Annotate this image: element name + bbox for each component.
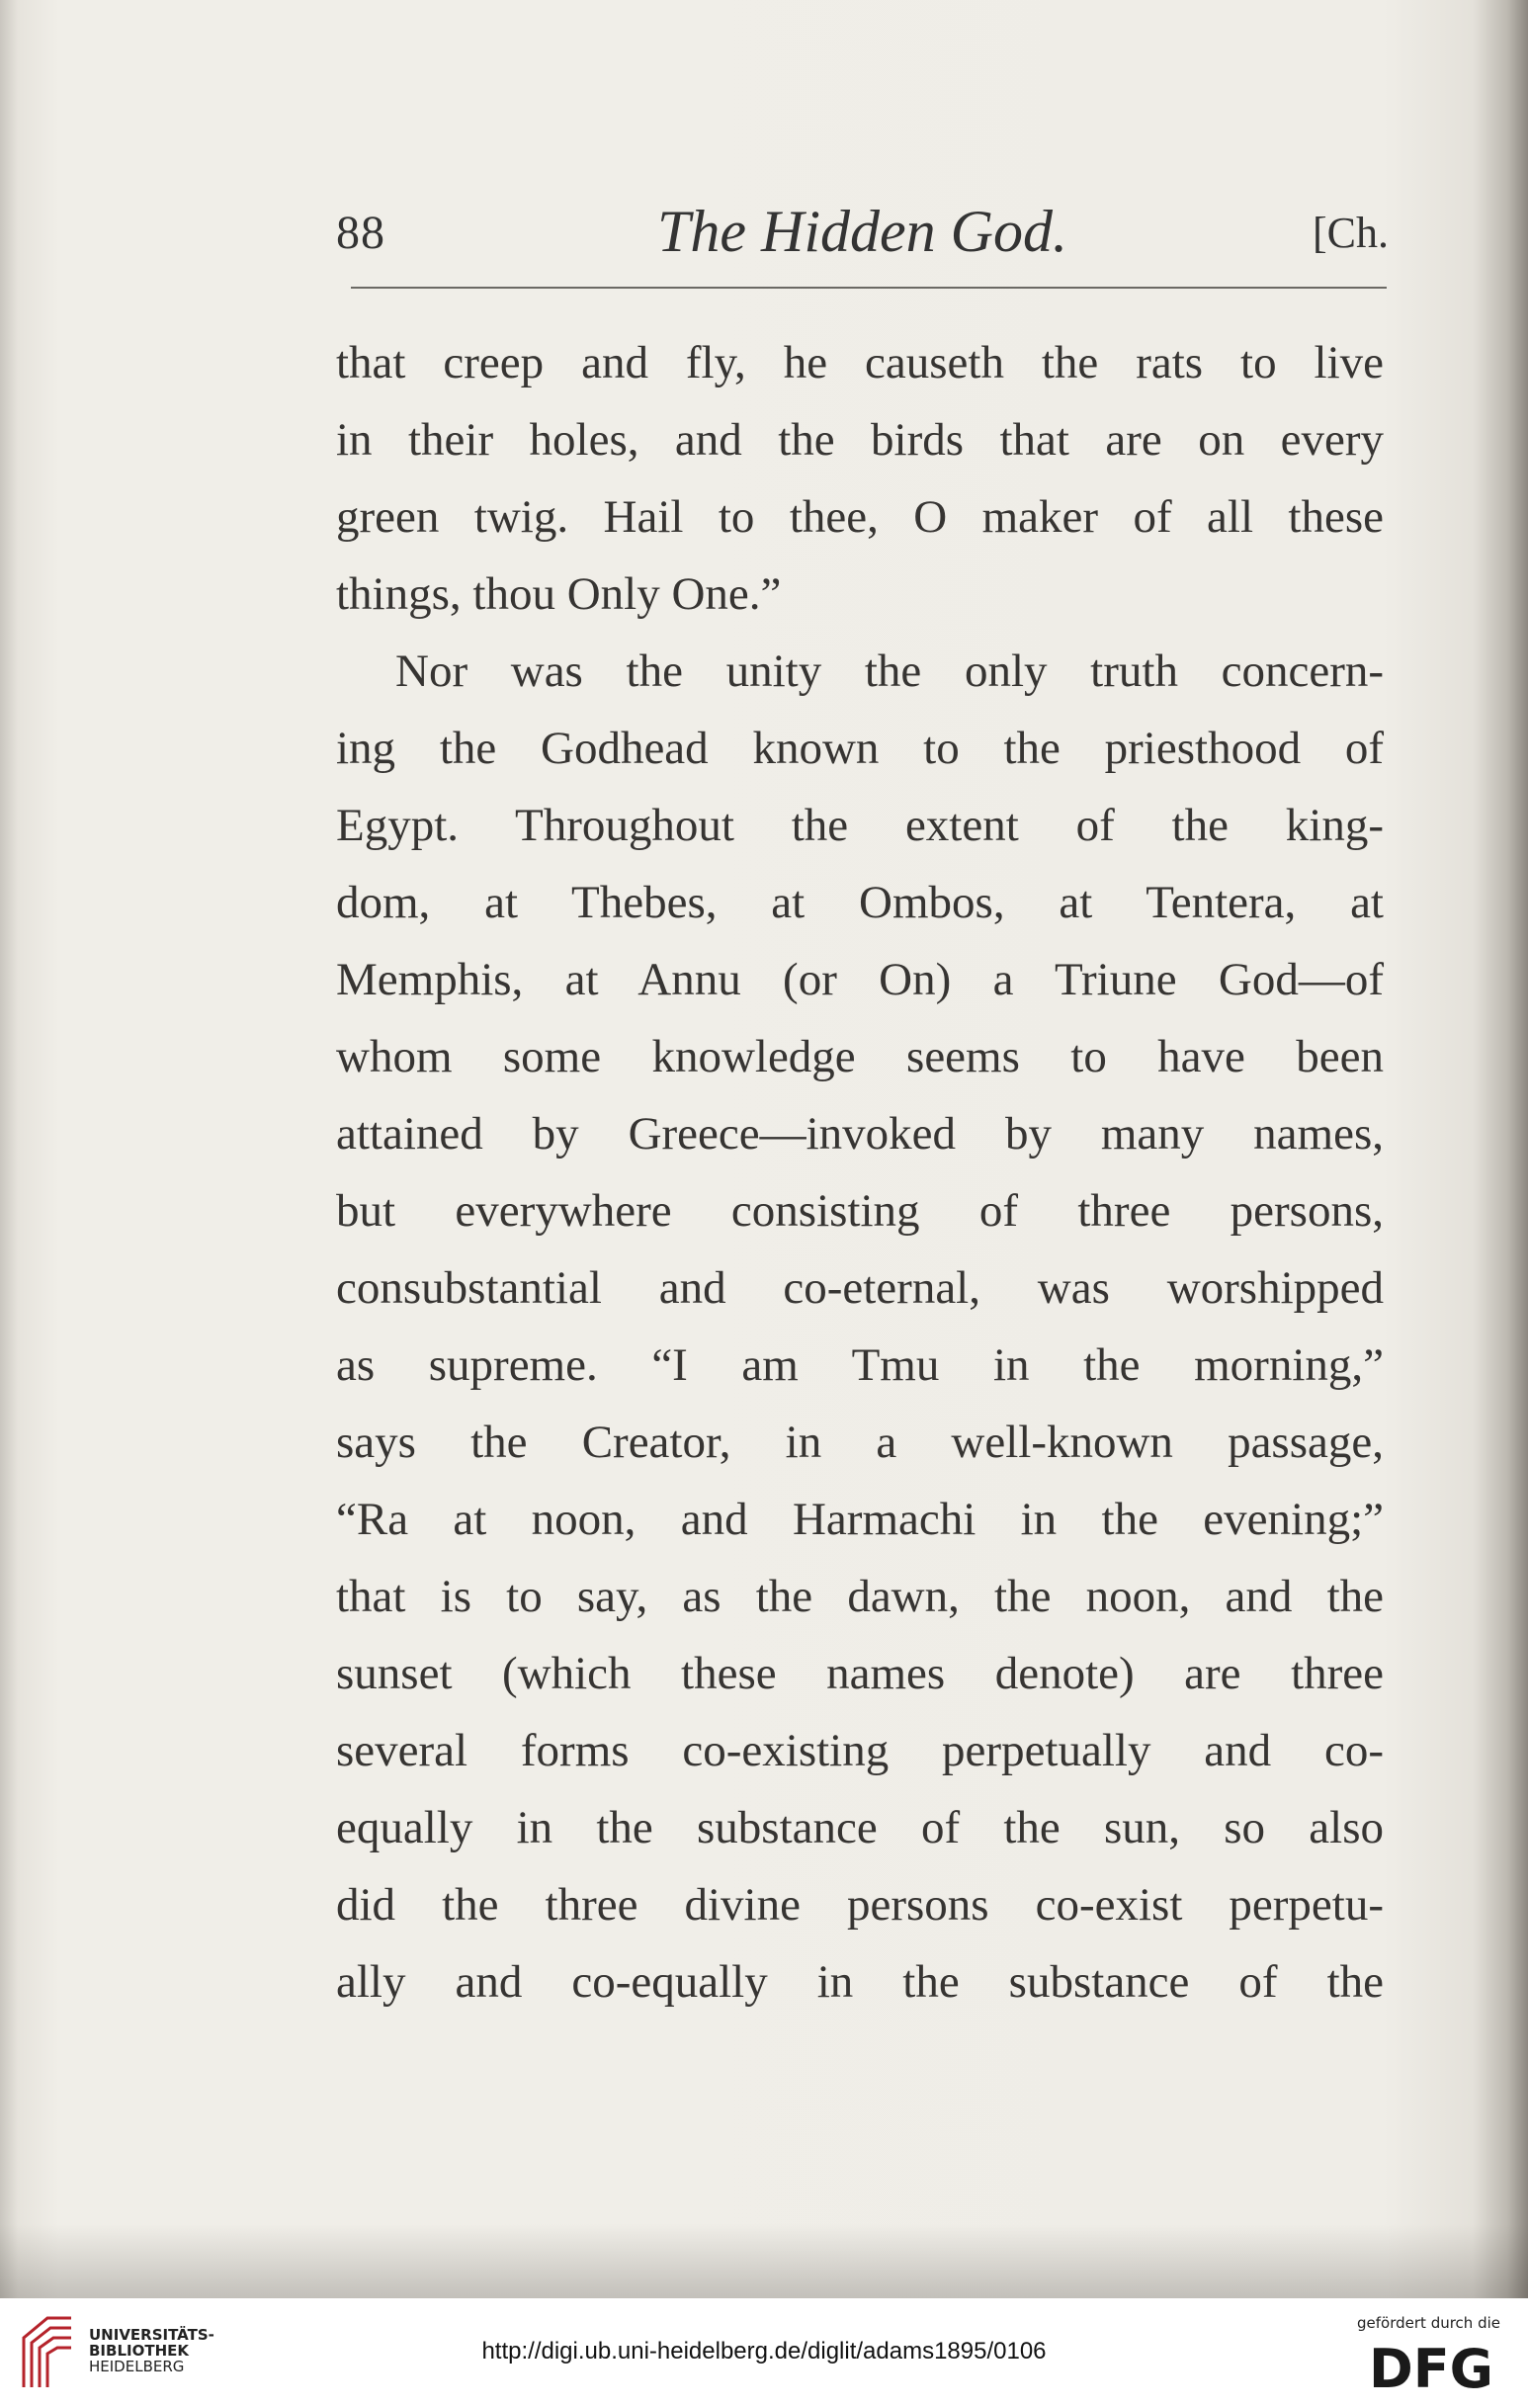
dfg-logo-icon[interactable] (1362, 2338, 1500, 2397)
text-line: that is to say, as the dawn, the noon, and the (336, 1571, 1384, 1622)
text-line: things, thou Only One.” (336, 568, 782, 620)
text-line: ally and co-equally in the substance of the (336, 1956, 1384, 2008)
running-title: The Hidden God. (657, 199, 1067, 264)
text-line: in their holes, and the birds that are on every (336, 414, 1384, 466)
dfg-logo-text: DFG (1368, 2338, 1494, 2397)
text-line: dom, at Thebes, at Ombos, at Tentera, at (336, 877, 1384, 928)
text-line: attained by Greece—invoked by many names, (336, 1108, 1384, 1160)
text-line: several forms co-existing perpetually and co- (336, 1725, 1384, 1776)
header-rule (351, 287, 1387, 289)
scan-shadow (0, 2224, 1528, 2298)
text-line: that creep and fly, he causeth the rats to live (336, 337, 1384, 388)
running-head (336, 198, 1389, 277)
body-text (336, 324, 1384, 2021)
text-line: consubstantial and co-eternal, was worshipped (336, 1262, 1384, 1314)
text-line: “Ra at noon, and Harmachi in the evening;” (336, 1494, 1384, 1545)
text-line: did the three divine persons co-exist perpetu- (336, 1879, 1384, 1931)
text-line: but everywhere consisting of three persons, (336, 1185, 1384, 1237)
library-name-line: HEIDELBERG (89, 2358, 185, 2375)
text-line: equally in the substance of the sun, so also (336, 1802, 1384, 1853)
text-line: says the Creator, in a well-known passage, (336, 1417, 1384, 1468)
text-line: Memphis, at Annu (or On) a Triune God—of (336, 954, 1384, 1005)
library-name-line: UNIVERSITÄTS- (89, 2326, 214, 2344)
text-line: Nor was the unity the only truth concern- (395, 645, 1384, 697)
text-line: green twig. Hail to thee, O maker of all these (336, 491, 1384, 543)
text-line: sunset (which these names denote) are three (336, 1648, 1384, 1699)
text-line: as supreme. “I am Tmu in the morning,” (336, 1339, 1384, 1391)
chapter-mark: [Ch. (1313, 209, 1389, 257)
viewer-footer (0, 2298, 1528, 2408)
text-line: ing the Godhead known to the priesthood of (336, 723, 1384, 774)
permalink-url[interactable]: http://digi.ub.uni-heidelberg.de/diglit/adams1895/0106 (481, 2338, 1047, 2365)
text-line: whom some knowledge seems to have been (336, 1031, 1384, 1082)
page-number: 88 (336, 207, 385, 259)
text-line: Egypt. Throughout the extent of the king- (336, 800, 1384, 851)
library-name-line: BIBLIOTHEK (89, 2342, 189, 2360)
funded-by-label: gefördert durch die (1357, 2314, 1500, 2332)
